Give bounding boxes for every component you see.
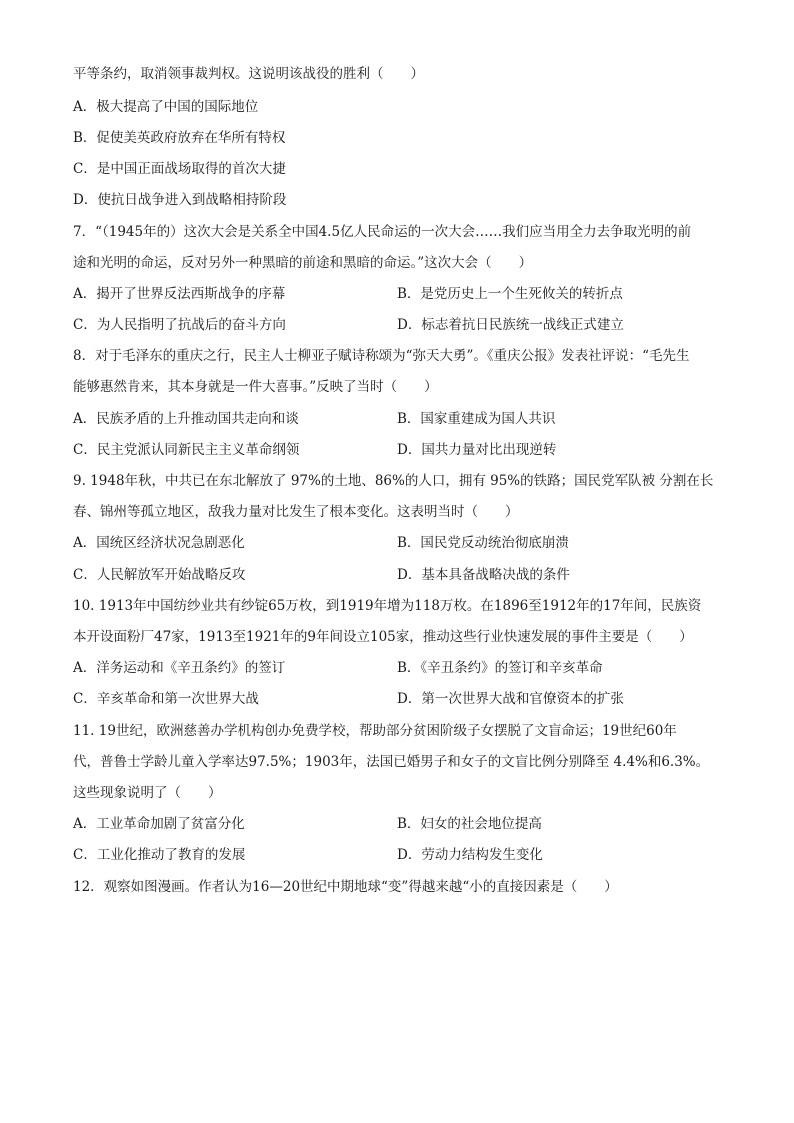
q8-option-c: C．民主党派认同新民主主义革命纲领 [73,442,300,458]
q9-option-c: C．人民解放军开始战略反攻 [73,567,246,583]
q11-stem-line-2: 代，普鲁士学龄儿童入学率达97.5%；1903年，法国已婚男子和女子的文盲比例分别降至 4.4%和6.3%。 [73,754,710,770]
q9-stem-line-1: 9. 1948年秋，中共已在东北解放了 97%的土地、86%的人口，拥有 95%的铁路；国民党军队被 分割在长 [73,473,714,489]
q8-option-b: B．国家重建成为国人共识 [397,411,556,427]
q11-option-b: B．妇女的社会地位提高 [397,816,542,832]
q10-stem-line-1: 10. 1913年中国纺纱业共有纱锭65万枚，到1919年增为118万枚。在1896至1912年的17年间，民族资 [73,598,702,614]
q9-stem-line-2: 春、锦州等孤立地区，敌我力量对比发生了根本变化。这表明当时（ ） [73,504,519,520]
q11-stem-line-1: 11. 19世纪，欧洲慈善办学机构创办免费学校，帮助部分贫困阶级子女摆脱了文盲命运；19世纪60年 [73,723,677,739]
q8-option-a: A．民族矛盾的上升推动国共走向和谈 [73,411,299,427]
q7-option-c: C．为人民指明了抗战后的奋斗方向 [73,317,286,333]
q6-option-a: A．极大提高了中国的国际地位 [73,99,259,115]
q8-stem-line-1: 8．对于毛泽东的重庆之行，民主人士柳亚子赋诗称颂为“弥天大勇”。《重庆公报》发表社评说：“毛先生 [73,348,690,364]
q11-option-c: C．工业化推动了教育的发展 [73,847,246,863]
q11-option-d: D．劳动力结构发生变化 [397,847,543,863]
q6-option-b: B．促使美英政府放弃在华所有特权 [73,130,286,146]
q8-stem-line-2: 能够惠然肯来，其本身就是一件大喜事。”反映了当时（ ） [73,379,438,395]
q6-option-d: D．使抗日战争进入到战略相持阶段 [73,192,287,208]
q7-stem-line-1: 7．“（1945年的）这次大会是关系全中国4.5亿人民命运的一次大会……我们应当用全力去争取光明的前 [73,224,692,240]
q10-option-c: C．辛亥革命和第一次世界大战 [73,691,259,707]
q8-option-d: D．国共力量对比出现逆转 [397,442,557,458]
q6-stem-tail: 平等条约，取消领事裁判权。这说明该战役的胜利（ ） [73,66,424,82]
q9-option-a: A．国统区经济状况急剧恶化 [73,535,245,551]
q6-option-c: C．是中国正面战场取得的首次大捷 [73,161,286,177]
q7-stem-line-2: 途和光明的命运，反对另外一种黑暗的前途和黑暗的命运。”这次大会（ ） [73,255,533,271]
q12-stem-line-1: 12．观察如图漫画。作者认为16—20世纪中期地球“变”得越来越“小的直接因素是（ ） [73,879,618,895]
q10-option-d: D．第一次世界大战和官僚资本的扩张 [397,691,624,707]
q11-stem-line-3: 这些现象说明了（ ） [73,785,222,801]
q7-option-d: D．标志着抗日民族统一战线正式建立 [397,317,624,333]
q7-option-b: B．是党历史上一个生死攸关的转折点 [397,286,623,302]
q11-option-a: A．工业革命加剧了贫富分化 [73,816,245,832]
q10-option-a: A．洋务运动和《辛丑条约》的签订 [73,660,286,676]
q10-option-b: B．《辛丑条约》的签订和辛亥革命 [397,660,603,676]
q10-stem-line-2: 本开设面粉厂47家，1913至1921年的9年间设立105家，推动这些行业快速发展的事件主要是（ ） [73,629,693,645]
q7-option-a: A．揭开了世界反法西斯战争的序幕 [73,286,286,302]
q9-option-b: B．国民党反动统治彻底崩溃 [397,535,569,551]
q9-option-d: D．基本具备战略决战的条件 [397,567,570,583]
